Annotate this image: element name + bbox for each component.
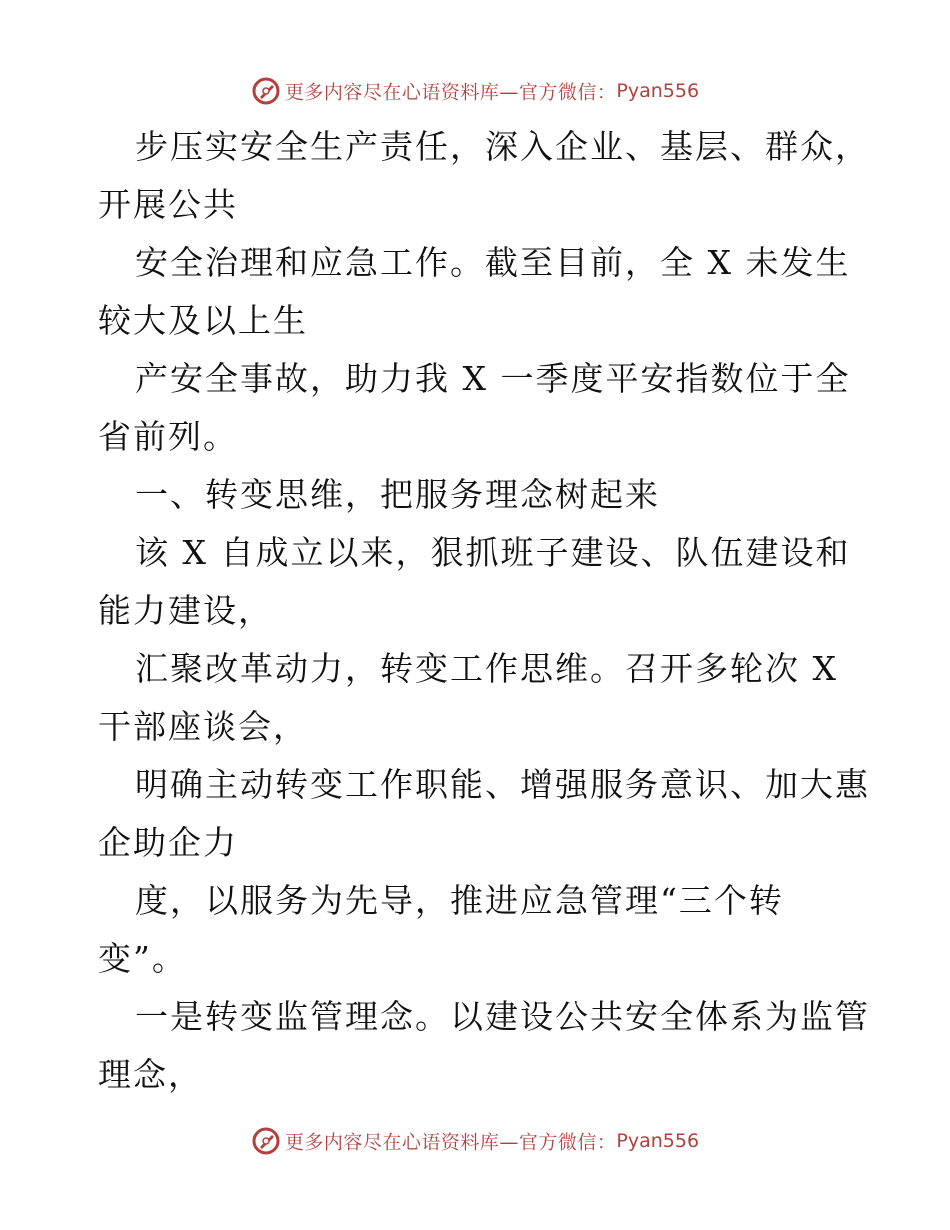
text-line: 明确主动转变工作职能、增强服务意识、加大惠 (135, 765, 870, 804)
section-heading: 一、转变思维，把服务理念树起来 (135, 475, 660, 514)
text-line: 变”。 (98, 939, 187, 978)
text-line: 该 X 自成立以来，狠抓班子建设、队伍建设和 (135, 533, 851, 572)
footer-watermark (0, 1126, 950, 1156)
quill-logo-icon (251, 76, 281, 106)
text-line: 一是转变监管理念。以建设公共安全体系为监管 (135, 997, 870, 1036)
watermark-handle: Pyan556 (616, 80, 700, 102)
document-body (98, 118, 868, 1104)
header-watermark (0, 76, 950, 106)
text-line: 干部座谈会， (98, 707, 308, 746)
text-line: 产安全事故，助力我 X 一季度平安指数位于全 (135, 359, 851, 398)
watermark-text: 更多内容尽在心语资料库—官方微信： (284, 1131, 617, 1154)
text-line: 汇聚改革动力，转变工作思维。召开多轮次 X (135, 649, 838, 688)
watermark-text: 更多内容尽在心语资料库—官方微信： (284, 81, 617, 104)
text-line: 能力建设， (98, 591, 273, 630)
quill-logo-icon (251, 1126, 281, 1156)
text-line: 安全治理和应急工作。截至目前，全 X 未发生 (135, 243, 851, 282)
text-line: 开展公共 (98, 185, 238, 224)
text-line: 企助企力 (98, 823, 238, 862)
text-line: 步压实安全生产责任，深入企业、基层、群众， (135, 127, 870, 166)
text-line: 省前列。 (98, 417, 238, 456)
text-line: 理念， (98, 1055, 203, 1094)
watermark-handle: Pyan556 (616, 1130, 700, 1152)
text-line: 较大及以上生 (98, 301, 308, 340)
text-line: 度，以服务为先导，推进应急管理“三个转 (135, 881, 784, 920)
